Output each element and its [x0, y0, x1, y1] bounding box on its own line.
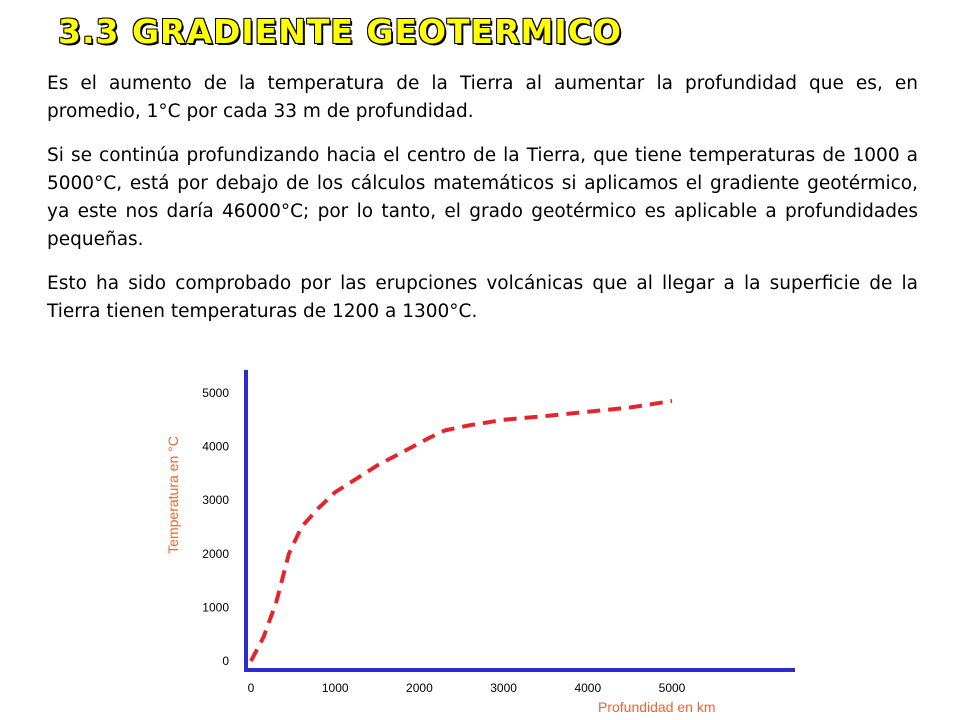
x-tick-label: 5000	[658, 681, 686, 695]
y-tick-labels	[202, 386, 229, 668]
x-tick-label: 0	[247, 681, 255, 695]
y-tick-label: 5000	[202, 386, 229, 400]
paragraph-earth-center: Si se continúa profundizando hacia el centro de la Tierra, que tiene temperaturas de 1000 a 5000°C, está por debajo de los cálculos matemáticos si aplicamos el gradiente geotérmico, ya este nos daría 46000°C; por lo tanto, el grado geotérmico es aplicable a profundidades pequeñas.	[47, 145, 918, 250]
x-tick-label: 3000	[490, 681, 517, 695]
y-tick-label: 3000	[202, 493, 229, 508]
y-tick-label: 4000	[202, 439, 229, 454]
x-tick-label: 1000	[321, 681, 349, 695]
x-tick-labels	[248, 681, 686, 695]
y-tick-label: 0	[222, 654, 229, 668]
y-axis-title: Temperatura en °C	[165, 436, 181, 554]
paragraph-volcanic: Esto ha sido comprobado por las erupciones volcánicas que al llegar a la superficie de la Tierra tienen temperaturas de 1200 a 1300°C.	[47, 273, 918, 322]
x-tick-label: 4000	[574, 681, 602, 695]
y-tick-label: 2000	[202, 546, 229, 561]
temperature-curve	[251, 401, 672, 661]
y-tick-label: 1000	[202, 600, 229, 615]
paragraph-definition: Es el aumento de la temperatura de la Tierra al aumentar la profundidad que es, en promedio, 1°C por cada 33 m de profundidad.	[47, 73, 918, 122]
x-axis-title: Profundidad en km	[598, 699, 716, 715]
slide-title: 3.3 GRADIENTE GEOTERMICO	[58, 12, 622, 51]
body-text	[47, 70, 918, 342]
x-tick-label: 2000	[406, 681, 433, 695]
